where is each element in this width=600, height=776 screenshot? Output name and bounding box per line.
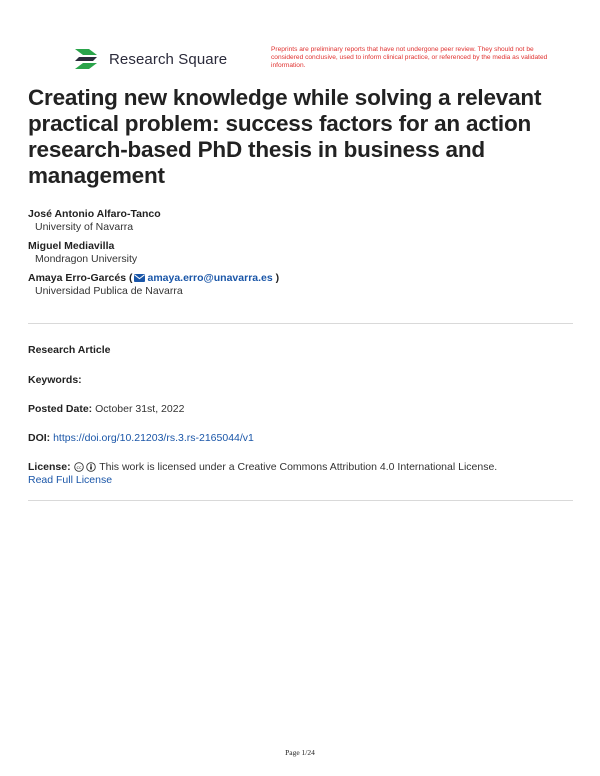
author-affiliation: Mondragon University — [35, 253, 138, 265]
by-icon — [86, 462, 96, 472]
posted-date: Posted Date: October 31st, 2022 — [28, 403, 185, 415]
author-list — [28, 208, 578, 304]
research-square-logo-icon — [75, 47, 101, 71]
preprint-disclaimer: Preprints are preliminary reports that have not undergone peer review. They should not be considered conclusive, used to inform clinical practice, or referenced by the media as validated information. — [271, 46, 548, 70]
divider — [28, 500, 573, 501]
doi: DOI: https://doi.org/10.21203/rs.3.rs-2165044/v1 — [28, 432, 254, 444]
author-entry — [28, 272, 578, 298]
close-paren: ) — [275, 272, 280, 284]
keywords: Keywords: — [28, 374, 82, 386]
research-square-logo[interactable] — [75, 46, 227, 72]
read-full-license-link[interactable]: Read Full License — [28, 474, 113, 486]
author-affiliation: University of Navarra — [35, 221, 134, 233]
author-entry — [28, 208, 578, 234]
author-name: José Antonio Alfaro-Tanco — [28, 208, 161, 220]
article-type: Research Article — [28, 344, 111, 356]
author-email-link[interactable]: amaya.erro@unavarra.es — [147, 272, 273, 284]
doi-link[interactable]: https://doi.org/10.21203/rs.3.rs-2165044/v1 — [53, 432, 254, 444]
corresponding-author — [28, 272, 578, 285]
open-paren: ( — [128, 272, 133, 284]
logo-text: Research Square — [109, 50, 228, 68]
author-name: Amaya Erro-Garcés — [28, 272, 127, 284]
license: License: cc This work is licensed under a Creative Commons Attribution 4.0 International License. Read Full License — [28, 461, 498, 486]
svg-text:cc: cc — [76, 465, 82, 471]
author-entry — [28, 240, 578, 266]
paper-title: Creating new knowledge while solving a relevant practical problem: success factors for an action research-based PhD thesis in business and management — [28, 85, 542, 188]
author-affiliation: Universidad Publica de Navarra — [35, 285, 183, 297]
page-number: Page 1/24 — [285, 748, 315, 757]
envelope-icon — [134, 274, 145, 282]
divider — [28, 323, 573, 324]
cc-icon — [74, 462, 84, 472]
author-name: Miguel Mediavilla — [28, 240, 115, 252]
